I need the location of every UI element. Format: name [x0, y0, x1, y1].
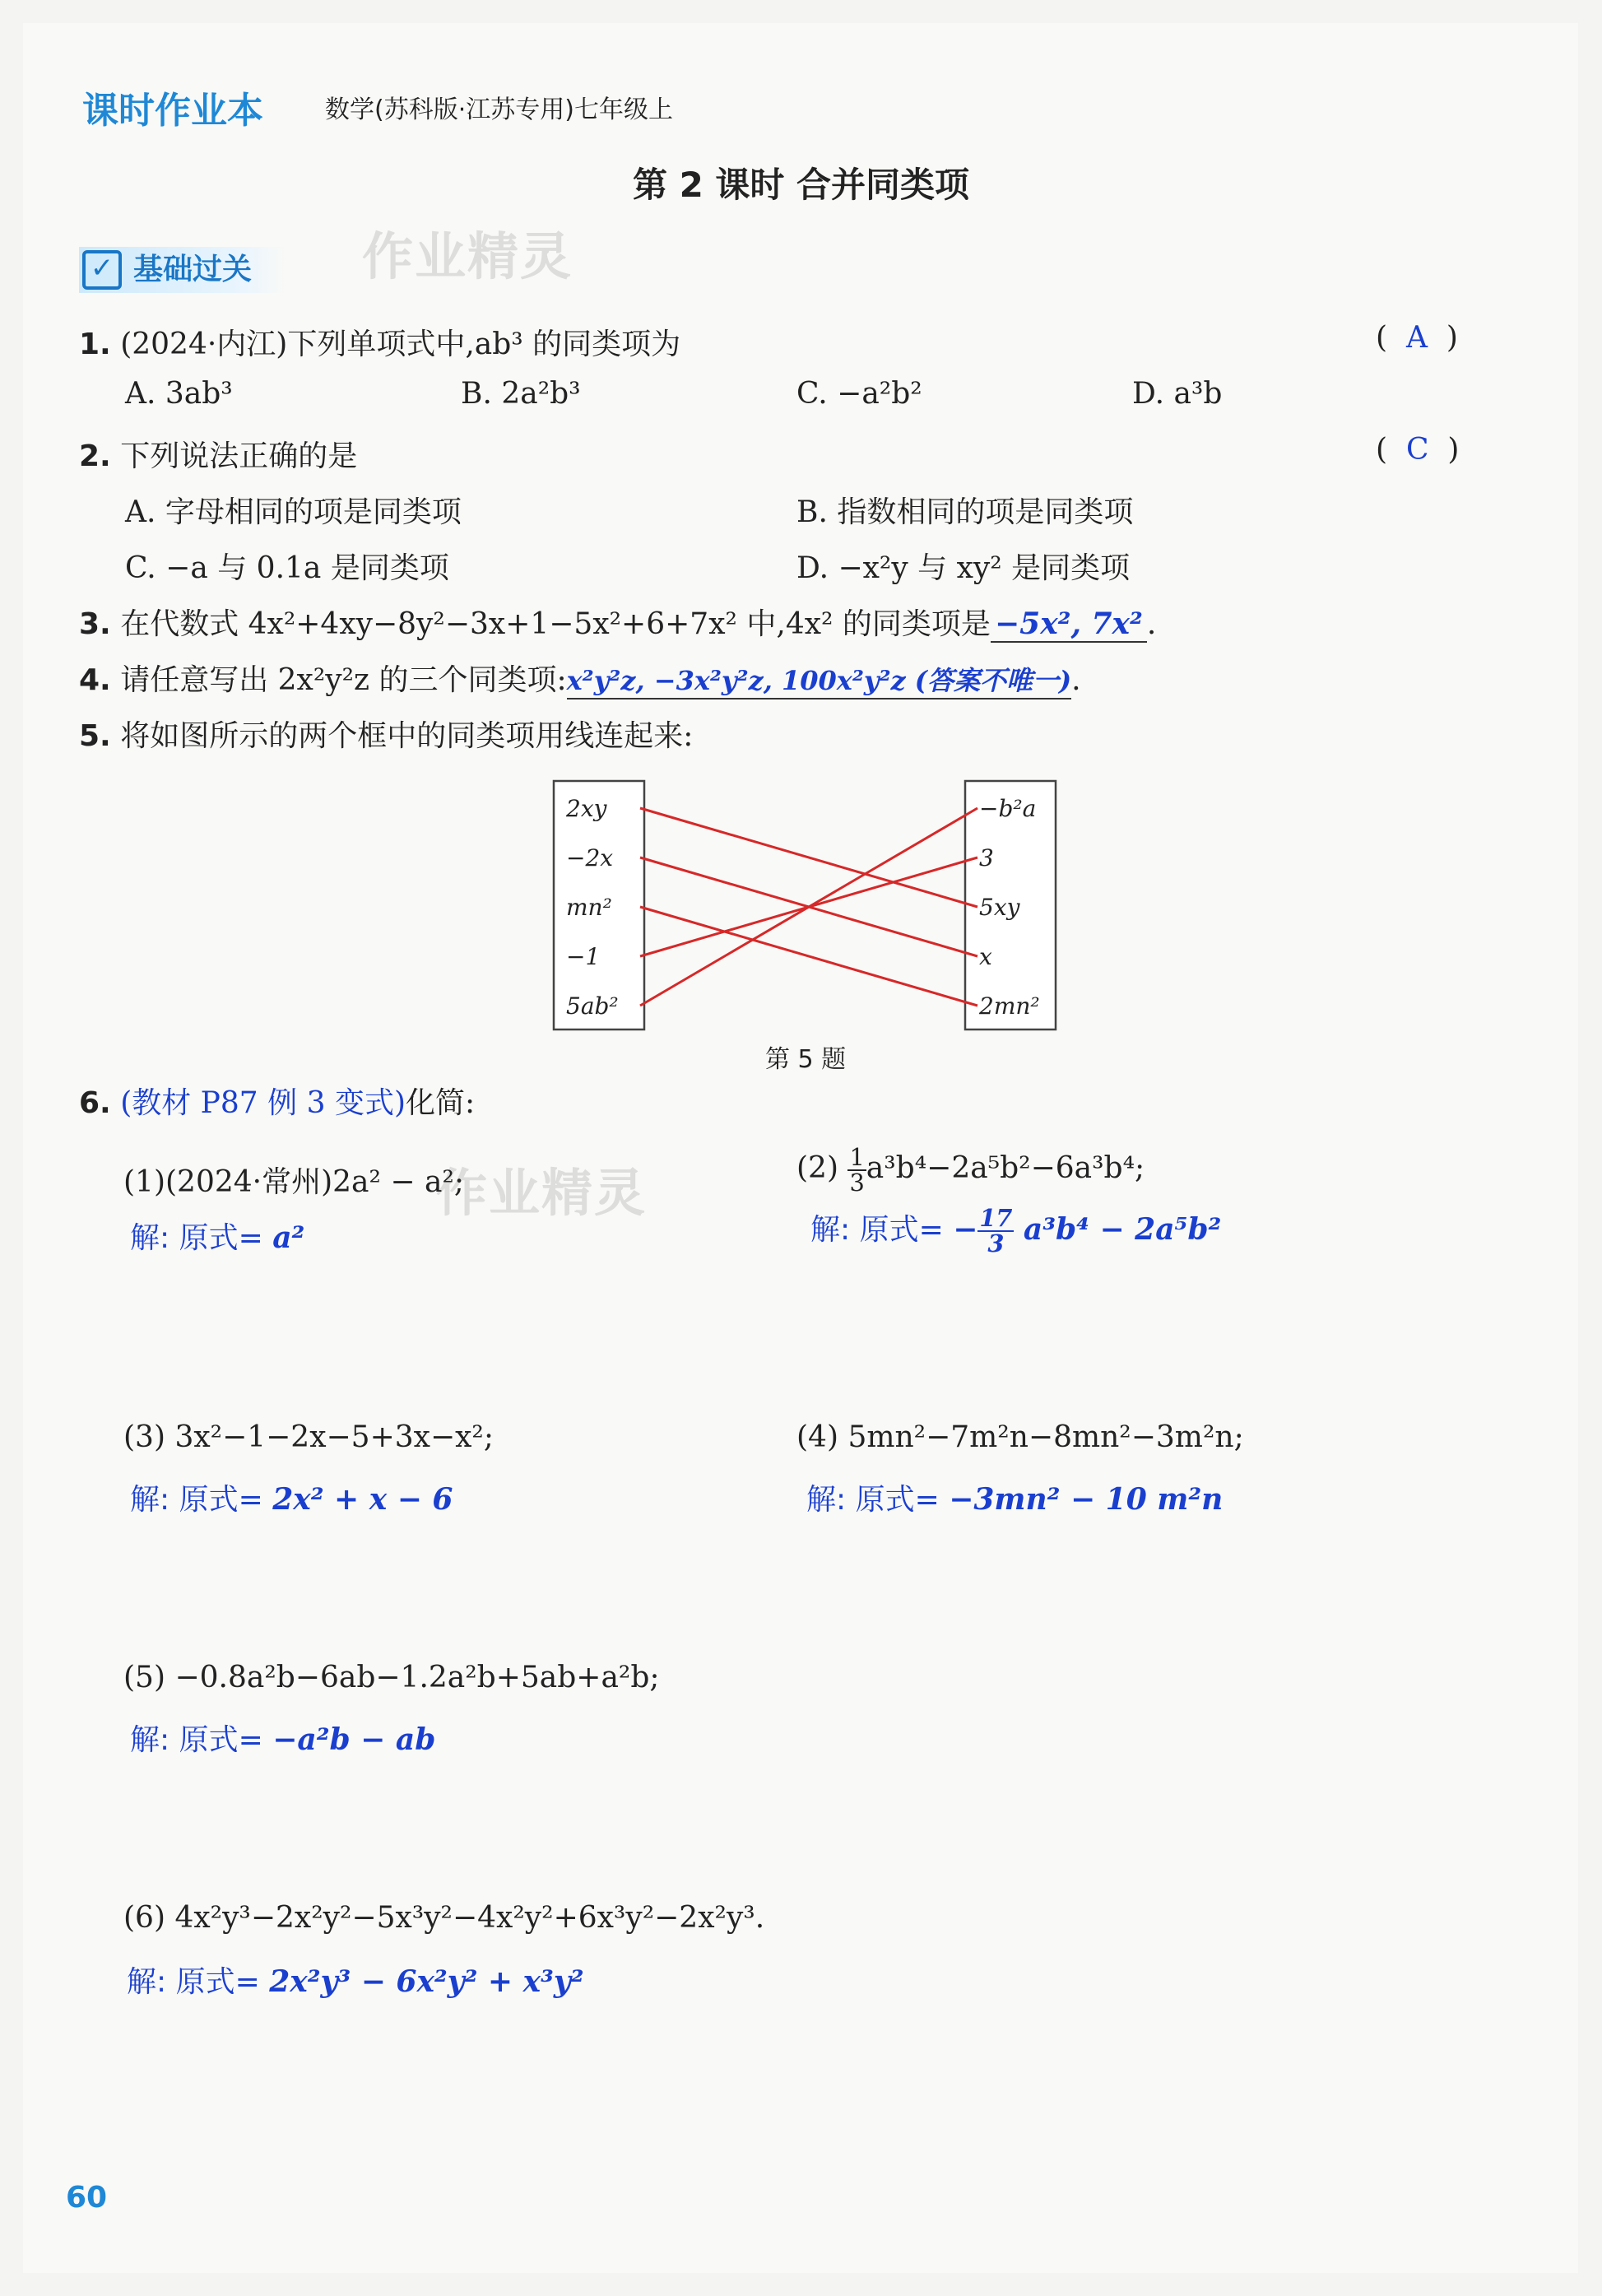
q6-line	[79, 1080, 475, 1122]
q1-option-b: B. 2a²b³	[461, 377, 581, 411]
q3-answer-blank	[991, 607, 1147, 643]
q2-stem	[79, 433, 357, 475]
q6-item-1-answer: a²	[272, 1220, 305, 1255]
sol-prefix: 解: 原式=	[130, 1723, 263, 1757]
q6-item-6-solution	[127, 1959, 584, 2001]
checkbox-icon: ✓	[82, 250, 122, 290]
q1-option-d: D. a³b	[1132, 377, 1223, 411]
q6-item-2-fraction	[847, 1143, 866, 1197]
q2-answer: C	[1405, 433, 1429, 467]
q6-item-4-answer: −3mn² − 10 m²n	[949, 1482, 1224, 1517]
match-line	[640, 907, 977, 1006]
q1-answer-bracket: ( A )	[1376, 321, 1458, 355]
q5-text: 将如图所示的两个框中的同类项用线连起来:	[120, 719, 694, 753]
q4-end: .	[1071, 663, 1081, 697]
q2-text: 下列说法正确的是	[120, 439, 358, 473]
q3-text: 在代数式 4x²+4xy−8y²−3x+1−5x²+6+7x² 中,4x² 的同类项是	[120, 607, 991, 641]
q5-caption: 第 5 题	[765, 1045, 847, 1074]
brand-logo	[82, 81, 263, 133]
q6-item-3-answer: 2x² + x − 6	[272, 1482, 453, 1517]
left-term: mn²	[566, 894, 612, 921]
q1-text: (2024·内江)下列单项式中,ab³ 的同类项为	[120, 328, 681, 361]
q3-answer: −5x², 7x²	[995, 607, 1143, 641]
q2-option-c: C. −a 与 0.1a 是同类项	[125, 551, 449, 585]
q6-item-4-solution	[806, 1476, 1223, 1518]
q6-item-4-label: (4) 5mn²−7m²n−8mn²−3m²n;	[796, 1420, 1244, 1454]
section-header	[79, 247, 285, 293]
watermark: 作业精灵	[362, 226, 573, 286]
q1-answer: A	[1405, 321, 1428, 355]
left-term: −2x	[566, 844, 614, 871]
q5-matching-figure	[543, 774, 1070, 1037]
q6-item-2-solution	[810, 1206, 1221, 1256]
q6-item-5-answer: −a²b − ab	[272, 1722, 436, 1757]
q6-item-6-label: (6) 4x²y³−2x²y²−5x³y²−4x²y²+6x³y²−2x²y³.	[123, 1901, 765, 1935]
q1-option-c: C. −a²b²	[796, 377, 922, 411]
left-term: −1	[566, 943, 601, 970]
q6-item-5-solution	[130, 1717, 435, 1759]
q5-number: 5.	[79, 719, 111, 753]
q3-line	[79, 601, 1156, 643]
q6-item-1-label: (1)(2024·常州)2a² − a²;	[123, 1165, 465, 1199]
left-term: 5ab²	[566, 992, 619, 1020]
sol-prefix: 解: 原式=	[127, 1965, 260, 1999]
watermark-2: 作业精灵	[436, 1163, 648, 1223]
q4-answer: x²y²z, −3x²y²z, 100x²y²z (答案不唯一)	[566, 665, 1072, 696]
q4-number: 4.	[79, 663, 111, 697]
q2-number: 2.	[79, 439, 111, 473]
q6-item-1-solution	[130, 1215, 304, 1257]
q1-option-a: A. 3ab³	[125, 377, 233, 411]
q2-option-a: A. 字母相同的项是同类项	[125, 495, 462, 529]
q3-end: .	[1146, 607, 1157, 641]
ans-frac-den: 3	[987, 1229, 1005, 1257]
q6-item-2-prefix: (2)	[796, 1150, 838, 1185]
sol-prefix: 解: 原式=	[130, 1221, 263, 1255]
q3-number: 3.	[79, 607, 111, 641]
match-line	[640, 808, 977, 907]
q6-item-2-rest: a³b⁴−2a⁵b²−6a³b⁴;	[866, 1150, 1145, 1185]
right-term: 3	[979, 844, 994, 871]
right-term: x	[979, 943, 992, 970]
q6-item-3-label: (3) 3x²−1−2x−5+3x−x²;	[123, 1420, 494, 1454]
q6-item-2-answer-fraction	[977, 1206, 1014, 1256]
brand-text: 课时作业本	[82, 90, 263, 132]
q4-answer-blank	[567, 660, 1072, 699]
q2-option-d: D. −x²y 与 xy² 是同类项	[796, 551, 1131, 585]
q6-item-2-label	[796, 1143, 1145, 1197]
q2-option-b: B. 指数相同的项是同类项	[796, 495, 1134, 529]
q1-number: 1.	[79, 328, 111, 361]
left-term: 2xy	[566, 795, 607, 822]
q1-stem	[79, 321, 680, 363]
section-label: 基础过关	[133, 253, 253, 286]
q2-answer-bracket: ( C )	[1376, 433, 1460, 467]
right-term: 2mn²	[979, 992, 1040, 1020]
q4-text: 请任意写出 2x²y²z 的三个同类项:	[120, 663, 567, 697]
q6-item-6-answer: 2x²y³ − 6x²y² + x³y²	[269, 1964, 584, 1999]
page-title: 第 2 课时 合并同类项	[632, 165, 970, 205]
right-term: −b²a	[979, 795, 1037, 822]
q6-source: (教材 P87 例 3 变式)	[120, 1086, 406, 1120]
frac-den: 3	[849, 1168, 865, 1197]
q6-item-3-solution	[130, 1476, 453, 1518]
q6-item-5-label: (5) −0.8a²b−6ab−1.2a²b+5ab+a²b;	[123, 1661, 660, 1694]
match-line	[640, 808, 977, 1006]
q6-text: 化简:	[406, 1086, 476, 1120]
sol-prefix: 解: 原式=	[810, 1213, 944, 1247]
ans-frac-num: 17	[979, 1204, 1013, 1233]
q5-line	[79, 713, 693, 755]
q6-item-2-answer: a³b⁴ − 2a⁵b²	[1023, 1212, 1222, 1247]
q4-line	[79, 657, 1081, 699]
q6-number: 6.	[79, 1086, 111, 1120]
sol-prefix: 解: 原式=	[806, 1483, 940, 1517]
header-subtitle: 数学(苏科版·江苏专用)七年级上	[325, 95, 673, 124]
q6-item-2-answer-sign: −	[953, 1212, 978, 1247]
right-term: 5xy	[979, 894, 1020, 921]
page-number: 60	[66, 2181, 108, 2215]
sol-prefix: 解: 原式=	[130, 1483, 263, 1517]
frac-num: 1	[849, 1143, 865, 1171]
